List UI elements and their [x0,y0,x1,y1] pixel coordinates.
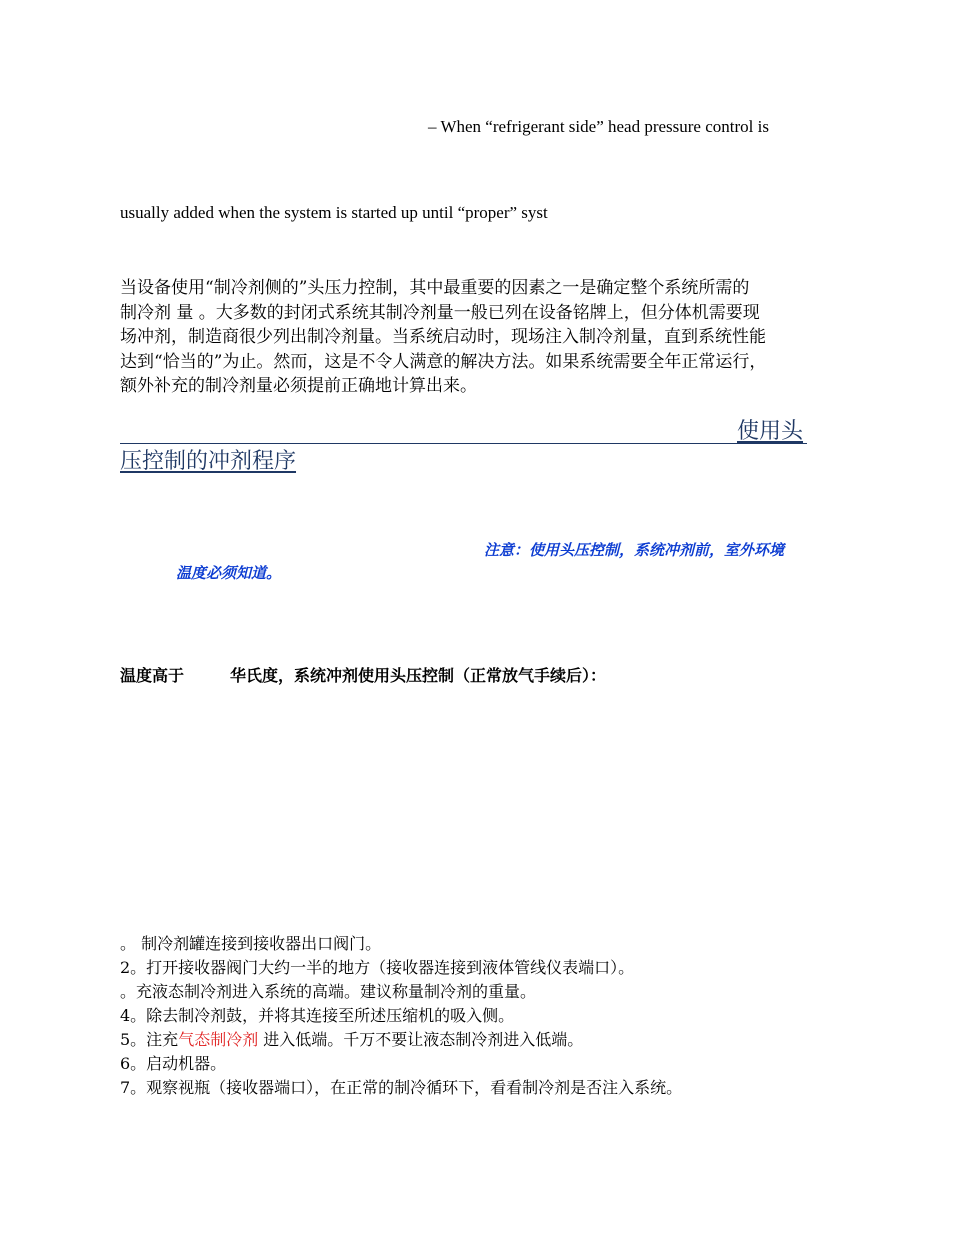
paragraph-line: 当设备使用“制冷剂侧的”头压力控制，其中最重要的因素之一是确定整个系统所需的 [120,278,750,298]
step-item-2: 2。打开接收器阀门大约一半的地方（接收器连接到液体管线仪表端口）。 [120,958,635,977]
step-5-highlight: 气态制冷剂 [178,1030,259,1049]
section-heading-part-2: 压控制的冲剂程序 [120,449,297,474]
paragraph-line: 场冲剂，制造商很少列出制冷剂量。当系统启动时，现场注入制冷剂量，直到系统性能 [120,327,766,347]
step-item-4: 4。除去制冷剂鼓，并将其连接至所述压缩机的吸入侧。 [120,1006,515,1025]
english-fragment-line-1: – When “refrigerant side” head pressure control is [428,117,769,136]
step-5-prefix: 5。注充 [120,1030,179,1049]
paragraph-line: 制冷剂 量 。大多数的封闭式系统其制冷剂量一般已列在设备铭牌上，但分体机需要现 [120,302,760,323]
step-item-5 [120,1030,583,1050]
condition-label-right: 华氏度，系统冲剂使用头压控制（正常放气手续后）： [230,666,607,685]
step-5-suffix: 进入低端。千万不要让液态制冷剂进入低端。 [258,1030,584,1049]
condition-label-left: 温度高于 [120,666,185,685]
section-heading-part-1: 使用头 [737,419,804,444]
paragraph-line: 达到“恰当的”为止。然而，这是不令人满意的解决方法。如果系统需要全年正常运行， [120,351,767,372]
note-line-2: 温度必须知道。 [176,564,282,582]
note-line-1: 注意：使用头压控制，系统冲剂前，室外环境 [484,541,785,559]
paragraph-line: 额外补充的制冷剂量必须提前正确地计算出来。 [120,376,477,396]
step-item-1: 。 制冷剂罐连接到接收器出口阀门。 [120,934,382,953]
step-item-6: 6。启动机器。 [120,1054,227,1073]
step-item-7: 7。观察视瓶（接收器端口），在正常的制冷循环下，看看制冷剂是否注入系统。 [120,1078,683,1097]
step-item-3: 。充液态制冷剂进入系统的高端。建议称量制冷剂的重量。 [120,982,537,1001]
english-fragment-line-2: usually added when the system is started up until “proper” syst [120,203,548,222]
heading-underline-rule [120,443,807,444]
intro-paragraph [120,276,845,399]
